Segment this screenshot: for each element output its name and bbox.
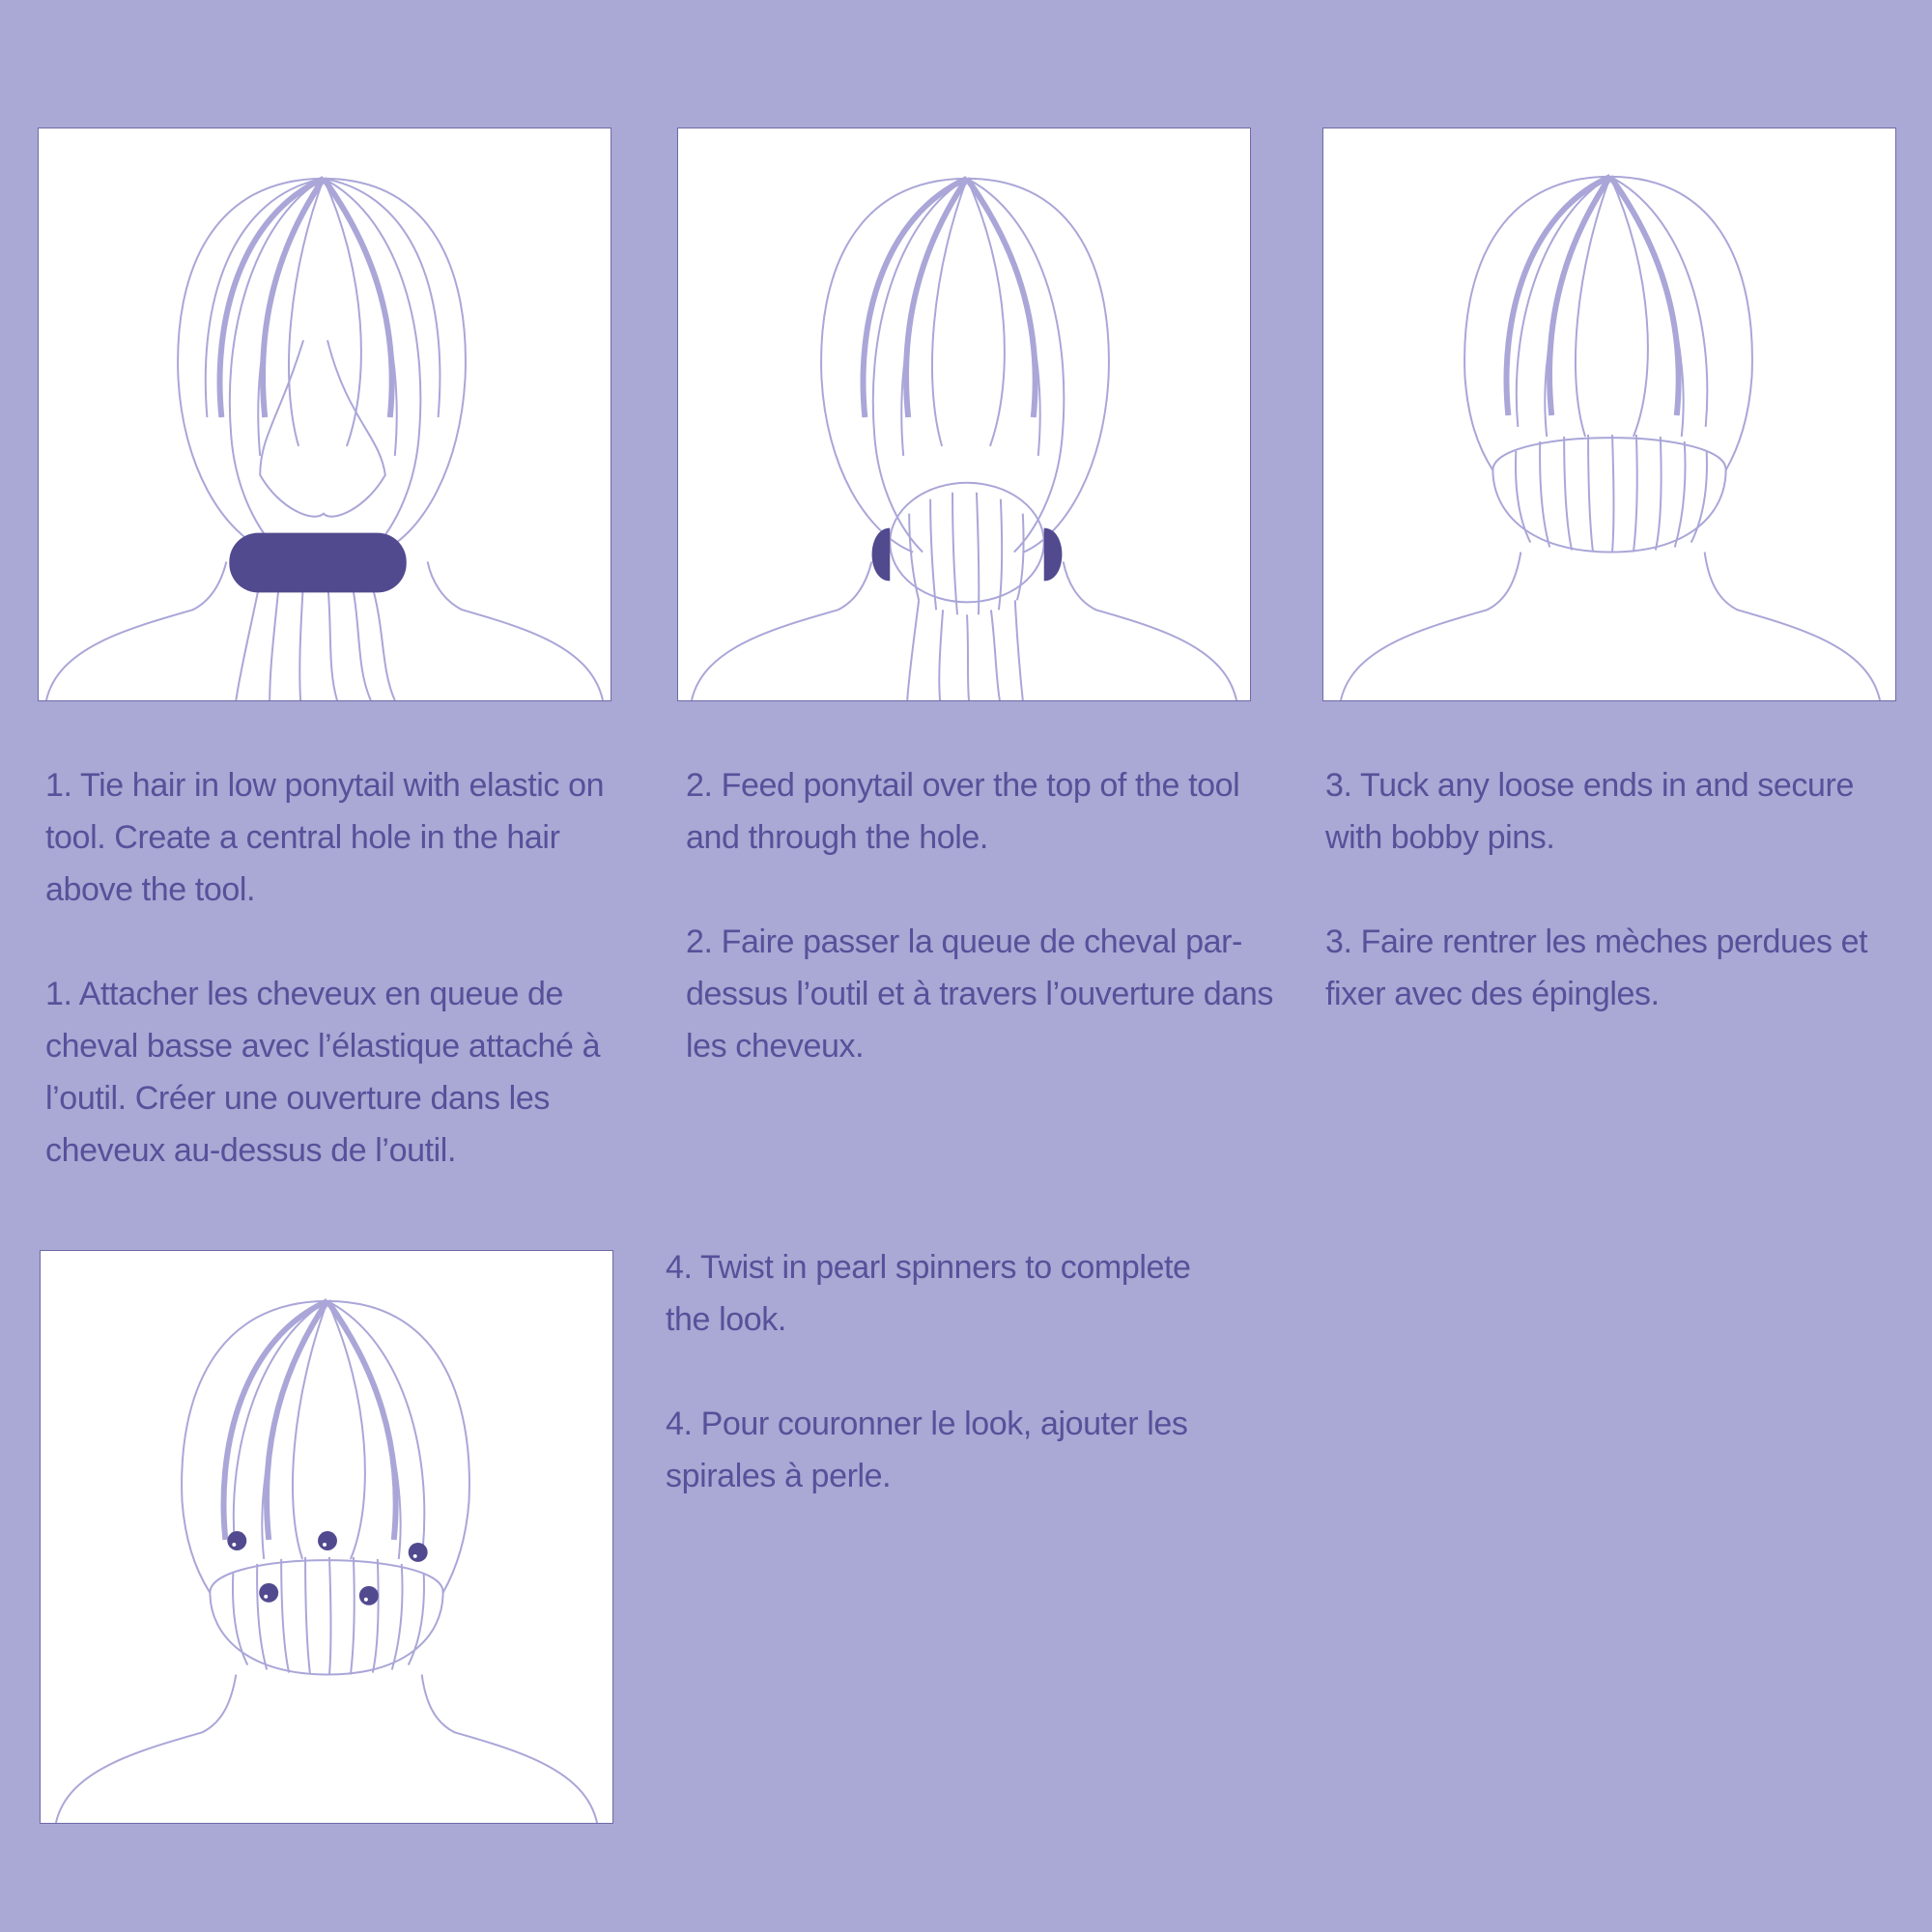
step-3-text-fr: 3. Faire rentrer les mèches perdues et fixer avec des épingles.: [1325, 923, 1868, 1012]
step-3-illustration: [1322, 128, 1896, 701]
pearl-icon: [318, 1531, 337, 1550]
step-4-illustration: [40, 1250, 613, 1824]
hair-ponytail-elastic-drawing: [39, 128, 611, 700]
step-2-illustration: [677, 128, 1251, 701]
step-2-caption: [686, 759, 1285, 1072]
tool-right-end: [1044, 528, 1063, 582]
pearl-icon: [227, 1531, 246, 1550]
step-1-illustration: [38, 128, 611, 701]
step-4-text-fr: 4. Pour couronner le look, ajouter les spirales à perle.: [666, 1406, 1188, 1494]
step-1-text-en: 1. Tie hair in low ponytail with elastic on tool. Create a central hole in the hair above the tool.: [45, 767, 605, 908]
pearl-icon: [409, 1543, 428, 1562]
hair-bun-pearl-spinners-drawing: [41, 1251, 612, 1823]
step-1-caption: [45, 759, 625, 1177]
hair-tucked-bun-drawing: [1323, 128, 1895, 700]
step-3-text-en: 3. Tuck any loose ends in and secure with bobby pins.: [1325, 767, 1854, 856]
step-4-caption: [666, 1241, 1207, 1502]
pearl-icon: [259, 1583, 278, 1603]
step-4-text-en: 4. Twist in pearl spinners to complete the look.: [666, 1249, 1191, 1338]
pearl-icon: [359, 1586, 379, 1605]
hair-ponytail-over-tool-drawing: [678, 128, 1250, 700]
step-2-text-fr: 2. Faire passer la queue de cheval par-dessus l’outil et à travers l’ouverture dans les cheveux.: [686, 923, 1273, 1065]
elastic-tool: [229, 533, 406, 593]
step-2-text-en: 2. Feed ponytail over the top of the tool and through the hole.: [686, 767, 1240, 856]
step-1-text-fr: 1. Attacher les cheveux en queue de cheval basse avec l’élastique attaché à l’outil. Créer une ouverture dans les cheveux au-dessus de l’outil.: [45, 976, 601, 1169]
step-3-caption: [1325, 759, 1915, 1020]
tool-left-end: [872, 528, 891, 582]
